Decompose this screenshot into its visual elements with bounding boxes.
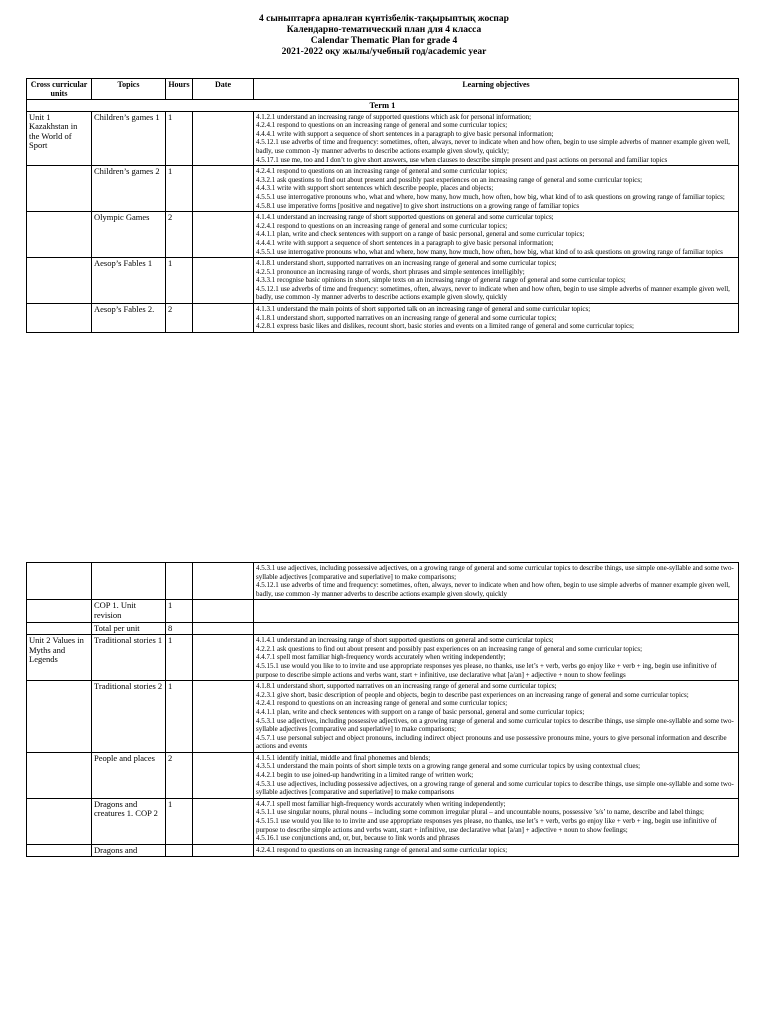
topic-cell: Dragons and creatures 1. COP 2 <box>92 798 166 844</box>
objectives-cell <box>254 622 739 635</box>
topic-cell: Children’s games 1 <box>92 111 166 166</box>
hours-cell: 1 <box>166 635 193 681</box>
term-label: Term 1 <box>27 100 739 112</box>
term-row <box>27 100 739 112</box>
table-row <box>27 844 739 857</box>
column-header-hours: Hours <box>166 79 193 100</box>
plan-table-page-1 <box>26 78 739 333</box>
learning-objective: 4.2.4.1 respond to questions on an increasing range of general and some curricular topics; <box>256 121 508 130</box>
learning-objective: 4.1.8.1 understand short, supported narratives on an increasing range of general and some curricular topics; <box>256 682 557 691</box>
topic-cell: Children’s games 2 <box>92 166 166 212</box>
learning-objective: 4.5.3.1 use adjectives, including possessive adjectives, on a growing range of general and some curricular topics to describe things, use simple one-syllable and some two-syllable adjectives [comparative and superlative] to make comparisons; <box>256 716 734 734</box>
learning-objective: 4.5.8.1 use imperative forms [positive and negative] to give short instructions on a growing range of familiar topics <box>256 201 580 210</box>
date-cell <box>193 563 254 600</box>
objectives-cell <box>254 752 739 798</box>
learning-objective: 4.5.3.1 use adjectives, including possessive adjectives, on a growing range of general and some curricular topics to describe things, use simple one-syllable and some two-syllable adjectives [comparative and superlative] to make comparisons <box>256 779 734 797</box>
learning-objective: 4.1.4.1 understand an increasing range of short supported questions on general and some curricular topics; <box>256 213 554 222</box>
table-row <box>27 166 739 212</box>
unit-cell <box>27 681 92 753</box>
table-row <box>27 304 739 333</box>
table-row <box>27 681 739 753</box>
date-cell <box>193 681 254 753</box>
objectives-cell <box>254 844 739 857</box>
learning-objective: 4.5.16.1 use conjunctions and, or, but, because to link words and phrases <box>256 834 460 843</box>
learning-objective: 4.2.4.1 respond to questions on an increasing range of general and some curricular topics; <box>256 221 508 230</box>
column-header-date: Date <box>193 79 254 100</box>
date-cell <box>193 600 254 622</box>
table-row <box>27 752 739 798</box>
learning-objective: 4.5.12.1 use adverbs of time and frequency: sometimes, often, always, never to indicate when and how often, begin to use simple adverbs of manner example given well, badly, use common -ly manner adverbs to describe actions example given slowly, quickly <box>256 284 730 302</box>
learning-objective: 4.5.15.1 use would you like to to invite and use appropriate responses yes please, no thanks, use let’s + verb, verbs go enjoy like + verb + ing, begin use infinitive of purpose to describe simple actions and verbs want, start + infinitive, use declarative what [a/an] + adjective + noun to show feelings <box>256 661 717 679</box>
objectives-cell <box>254 635 739 681</box>
objectives-cell <box>254 563 739 600</box>
date-cell <box>193 212 254 258</box>
date-cell <box>193 304 254 333</box>
total-hours: 8 <box>166 622 193 635</box>
objectives-cell <box>254 304 739 333</box>
hours-cell: 1 <box>166 166 193 212</box>
learning-objective: 4.5.12.1 use adverbs of time and frequency: sometimes, often, always, never to indicate when and how often, begin to use simple adverbs of manner example given well, badly, use common -ly manner adverbs to describe actions example given slowly, quickly <box>256 581 730 598</box>
learning-objective: 4.5.5.1 use interrogative pronouns who, what and where, how many, how much, how often, how big, what kind of to ask questions on growing range of familiar topics; <box>256 192 725 201</box>
unit-cell <box>27 622 92 635</box>
learning-objective: 4.1.8.1 understand short, supported narratives on an increasing range of general and some curricular topics; <box>256 313 557 322</box>
table-row <box>27 798 739 844</box>
hours-cell: 1 <box>166 111 193 166</box>
table-row <box>27 111 739 166</box>
learning-objective: 4.4.4.1 write with support a sequence of short sentences in a paragraph to give basic personal information; <box>256 238 554 247</box>
title-line-russian: Календарно-тематический план для 4 класса <box>286 25 482 35</box>
learning-objective: 4.5.7.1 use personal subject and object pronouns, including indirect object pronouns and use possessive pronouns mine, yours to give personal information and describe actions and events <box>256 733 727 751</box>
objectives-cell <box>254 798 739 844</box>
learning-objective: 4.4.3.1 write with support short sentences which describe people, places and objects; <box>256 184 494 193</box>
table-row <box>27 635 739 681</box>
academic-year: 2021-2022 оқу жылы/учебный год/academic year <box>281 47 487 57</box>
unit-cell: Unit 2 Values in Myths and Legends <box>27 635 92 681</box>
learning-objective: 4.4.7.1 spell most familiar high-frequency words accurately when writing independently; <box>256 653 506 662</box>
learning-objective: 4.1.5.1 identify initial, middle and final phonemes and blends; <box>256 753 431 762</box>
title-line-kazakh: 4 сыныптарға арналған күнтізбелік-тақырыптық жоспар <box>259 14 509 24</box>
objectives-cell <box>254 212 739 258</box>
total-row <box>27 622 739 635</box>
table-row <box>27 258 739 304</box>
topic-cell: Traditional stories 1 <box>92 635 166 681</box>
column-header-objectives: Learning objectives <box>254 79 739 100</box>
hours-cell: 2 <box>166 304 193 333</box>
learning-objective: 4.2.2.1 ask questions to find out about present and possibly past experiences on an increasing range of general and some curricular topics; <box>256 644 643 653</box>
table-row <box>27 212 739 258</box>
total-label: Total per unit <box>92 622 166 635</box>
learning-objective: 4.4.4.1 write with support a sequence of short sentences in a paragraph to give basic personal information; <box>256 129 554 138</box>
objectives-cell <box>254 166 739 212</box>
date-cell <box>193 798 254 844</box>
topic-cell: Traditional stories 2 <box>92 681 166 753</box>
learning-objective: 4.2.3.1 give short, basic description of people and objects, begin to describe past experiences on an increasing range of general and some curricular topics; <box>256 690 689 699</box>
unit-cell <box>27 600 92 622</box>
hours-cell: 2 <box>166 752 193 798</box>
date-cell <box>193 111 254 166</box>
learning-objective: 4.5.5.1 use interrogative pronouns who, what and where, how many, how much, how often, how big, what kind of to ask questions on growing range of familiar topics <box>256 247 723 256</box>
date-cell <box>193 844 254 857</box>
learning-objective: 4.1.4.1 understand an increasing range of short supported questions on general and some curricular topics; <box>256 636 554 645</box>
table-header-row <box>27 79 739 100</box>
topic-cell <box>92 563 166 600</box>
unit-cell <box>27 212 92 258</box>
learning-objective: 4.4.2.1 begin to use joined-up handwriting in a limited range of written work; <box>256 771 474 780</box>
column-header-cross: Cross curricular units <box>27 79 92 100</box>
learning-objective: 4.5.15.1 use would you like to to invite and use appropriate responses yes please, no thanks, use let’s + verb, verbs go enjoy like + verb + ing, begin use infinitive of purpose to describe simple actions and verbs want, start + infinitive, use declarative what [a/an] + adjective + noun to show feelings; <box>256 817 717 834</box>
date-cell <box>193 622 254 635</box>
learning-objective: 4.3.5.1 understand the main points of short simple texts on a growing range general and some curricular topics by using contextual clues; <box>256 762 641 771</box>
title-line-english: Calendar Thematic Plan for grade 4 <box>310 36 458 46</box>
unit-cell <box>27 166 92 212</box>
date-cell <box>193 635 254 681</box>
objectives-cell <box>254 258 739 304</box>
topic-cell: Dragons and <box>92 844 166 857</box>
hours-cell: 2 <box>166 212 193 258</box>
hours-cell <box>166 563 193 600</box>
learning-objective: 4.4.1.1 plan, write and check sentences with support on a range of basic personal, general and some curricular topics; <box>256 707 585 716</box>
hours-cell <box>166 844 193 857</box>
learning-objective: 4.4.7.1 spell most familiar high-frequency words accurately when writing independently; <box>256 799 506 808</box>
learning-objective: 4.2.4.1 respond to questions on an increasing range of general and some curricular topics; <box>256 845 508 854</box>
unit-cell <box>27 752 92 798</box>
unit-cell <box>27 258 92 304</box>
table-row <box>27 600 739 622</box>
topic-cell: People and places <box>92 752 166 798</box>
learning-objective: 4.3.3.1 recognise basic opinions in short, simple texts on an increasing range of general range of general and some curricular topics; <box>256 276 626 285</box>
learning-objective: 4.2.4.1 respond to questions on an increasing range of general and some curricular topics; <box>256 699 508 708</box>
hours-cell: 1 <box>166 600 193 622</box>
unit-cell <box>27 304 92 333</box>
date-cell <box>193 166 254 212</box>
topic-cell: Aesop’s Fables 1 <box>92 258 166 304</box>
unit-cell <box>27 798 92 844</box>
document-header <box>0 14 768 58</box>
unit-cell: Unit 1 Kazakhstan in the World of Sport <box>27 111 92 166</box>
topic-cell: COP 1. Unit revision <box>92 600 166 622</box>
objectives-cell <box>254 600 739 622</box>
learning-objective: 4.2.4.1 respond to questions on an increasing range of general and some curricular topics; <box>256 167 508 176</box>
column-header-topics: Topics <box>92 79 166 100</box>
objectives-cell <box>254 681 739 753</box>
objectives-cell <box>254 111 739 166</box>
topic-cell: Olympic Games <box>92 212 166 258</box>
learning-objective: 4.2.5.1 pronounce an increasing range of words, short phrases and simple sentences intelligibly; <box>256 267 525 276</box>
learning-objective: 4.2.8.1 express basic likes and dislikes, recount short, basic stories and events on a limited range of general and some curricular topics; <box>256 322 634 331</box>
learning-objective: 4.5.17.1 use me, too and I don’t to give short answers, use when clauses to describe simple present and past actions on personal and familiar topics <box>256 155 668 164</box>
unit-cell <box>27 844 92 857</box>
table-row <box>27 563 739 600</box>
learning-objective: 4.1.8.1 understand short, supported narratives on an increasing range of general and some curricular topics; <box>256 259 557 268</box>
date-cell <box>193 258 254 304</box>
plan-table-page-2 <box>26 562 739 857</box>
learning-objective: 4.5.3.1 use adjectives, including possessive adjectives, on a growing range of general and some curricular topics to describe things, use simple one-syllable and some two-syllable adjectives [comparative and superlative] to make comparisons; <box>256 564 734 581</box>
learning-objective: 4.5.12.1 use adverbs of time and frequency: sometimes, often, always, never to indicate when and how often, begin to use simple adverbs of manner example given well, badly, use common -ly manner adverbs to describe actions example given slowly, quickly; <box>256 138 730 155</box>
hours-cell: 1 <box>166 681 193 753</box>
hours-cell: 1 <box>166 798 193 844</box>
hours-cell: 1 <box>166 258 193 304</box>
learning-objective: 4.3.2.1 ask questions to find out about present and possibly past experiences on an increasing range of general and some curricular topics; <box>256 175 643 184</box>
learning-objective: 4.5.1.1 use singular nouns, plural nouns – including some common irregular plural – and uncountable nouns, possessive ’s/s’ to name, describe and label things; <box>256 808 704 817</box>
learning-objective: 4.1.2.1 understand an increasing range of supported questions which ask for personal information; <box>256 112 532 121</box>
topic-cell: Aesop’s Fables 2. <box>92 304 166 333</box>
learning-objective: 4.1.3.1 understand the main points of short supported talk on an increasing range of general and some curricular topics; <box>256 305 591 314</box>
learning-objective: 4.4.1.1 plan, write and check sentences with support on a range of basic personal, general and some curricular topics; <box>256 230 585 239</box>
unit-cell <box>27 563 92 600</box>
date-cell <box>193 752 254 798</box>
